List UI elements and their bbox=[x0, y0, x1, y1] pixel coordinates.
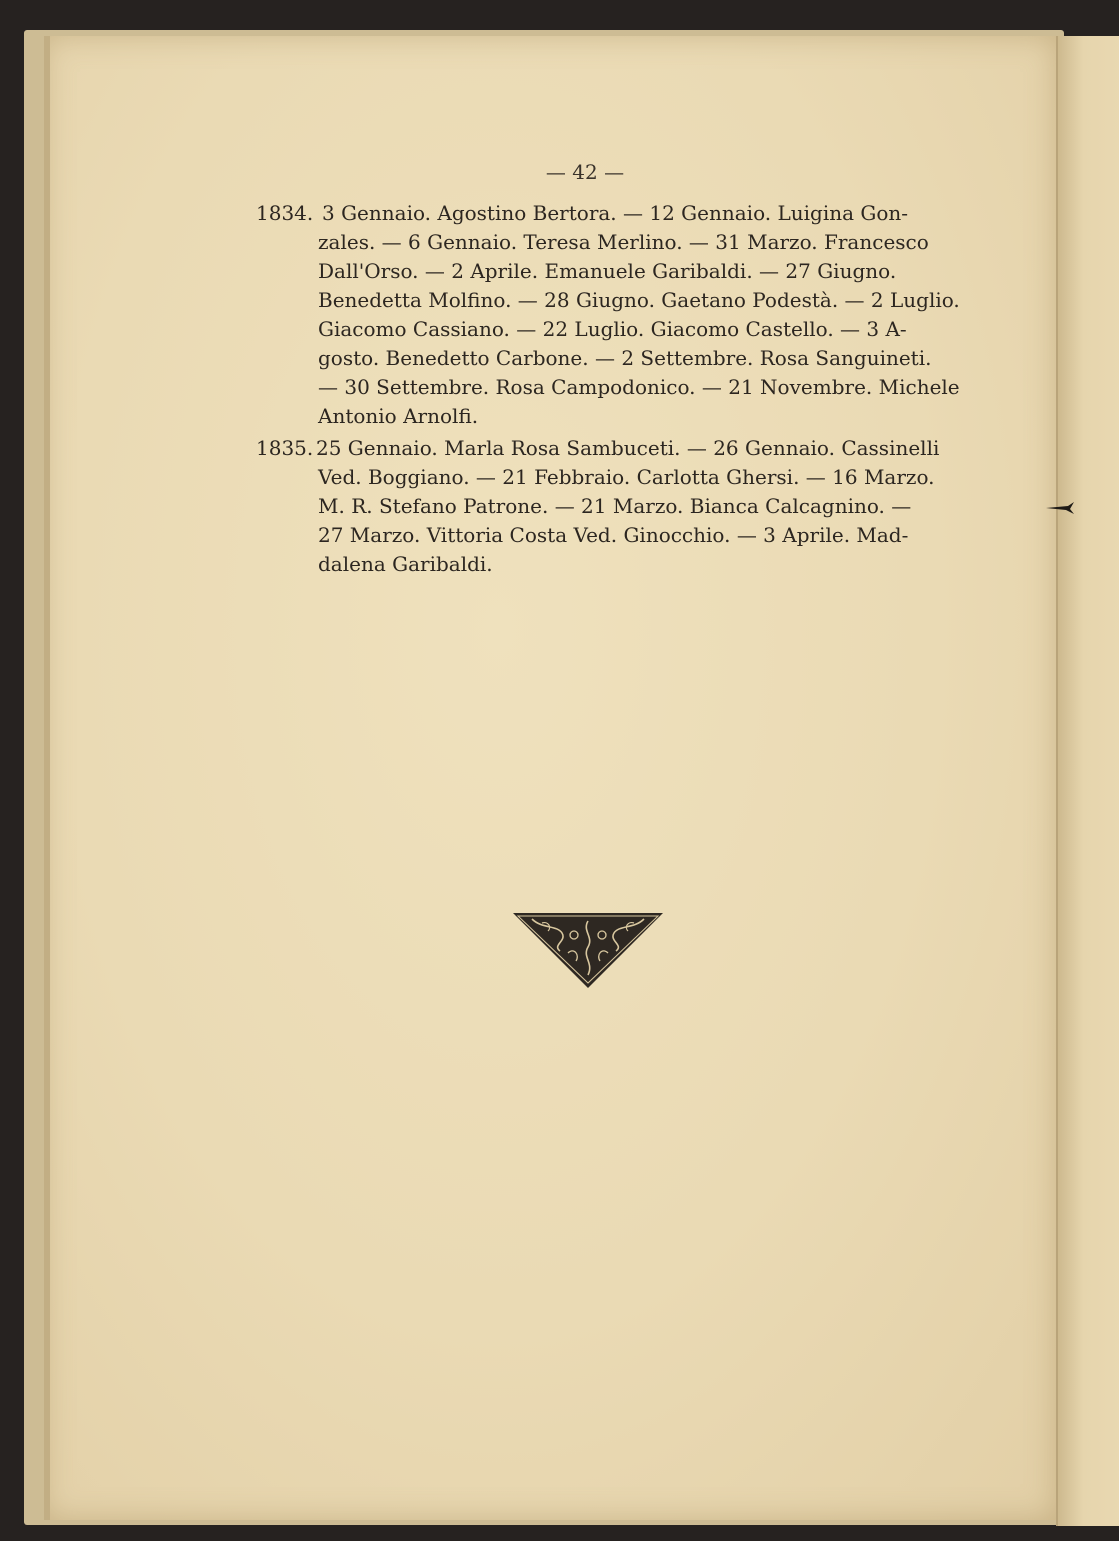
entry-year-1835: 1835. bbox=[256, 436, 314, 460]
entry-line: Giacomo Cassiano. — 22 Luglio. Giacomo Castello. — 3 A- bbox=[318, 317, 907, 341]
entry-line: Benedetta Molfino. — 28 Giugno. Gaetano Podestà. — 2 Luglio. bbox=[318, 288, 960, 312]
entry-line: 3 Gennaio. Agostino Bertora. — 12 Gennaio. Luigina Gon- bbox=[322, 201, 909, 225]
entry-line: Dall'Orso. — 2 Aprile. Emanuele Garibaldi. — 27 Giugno. bbox=[318, 259, 897, 283]
page-tab-mark-icon bbox=[1046, 500, 1076, 516]
page-number: — 42 — bbox=[545, 160, 625, 184]
entry-line: 27 Marzo. Vittoria Costa Ved. Ginocchio. — 3 Aprile. Mad- bbox=[318, 523, 909, 547]
next-page-edge bbox=[1056, 36, 1119, 1526]
triangular-floral-ornament-icon bbox=[512, 911, 664, 989]
entry-line: — 30 Settembre. Rosa Campodonico. — 21 Novembre. Michele bbox=[318, 375, 960, 399]
entry-line: Antonio Arnolfi. bbox=[318, 404, 479, 428]
entry-line: M. R. Stefano Patrone. — 21 Marzo. Bianca Calcagnino. — bbox=[318, 494, 912, 518]
entry-line: dalena Garibaldi. bbox=[318, 552, 493, 576]
page-spine-edge bbox=[44, 36, 50, 1520]
entry-line: 25 Gennaio. Marla Rosa Sambuceti. — 26 Gennaio. Cassinelli bbox=[316, 436, 940, 460]
entry-year-1834: 1834. bbox=[256, 201, 314, 225]
entry-line: gosto. Benedetto Carbone. — 2 Settembre. Rosa Sanguineti. bbox=[318, 346, 932, 370]
entry-line: Ved. Boggiano. — 21 Febbraio. Carlotta Ghersi. — 16 Marzo. bbox=[318, 465, 935, 489]
entry-line: zales. — 6 Gennaio. Teresa Merlino. — 31 Marzo. Francesco bbox=[318, 230, 929, 254]
